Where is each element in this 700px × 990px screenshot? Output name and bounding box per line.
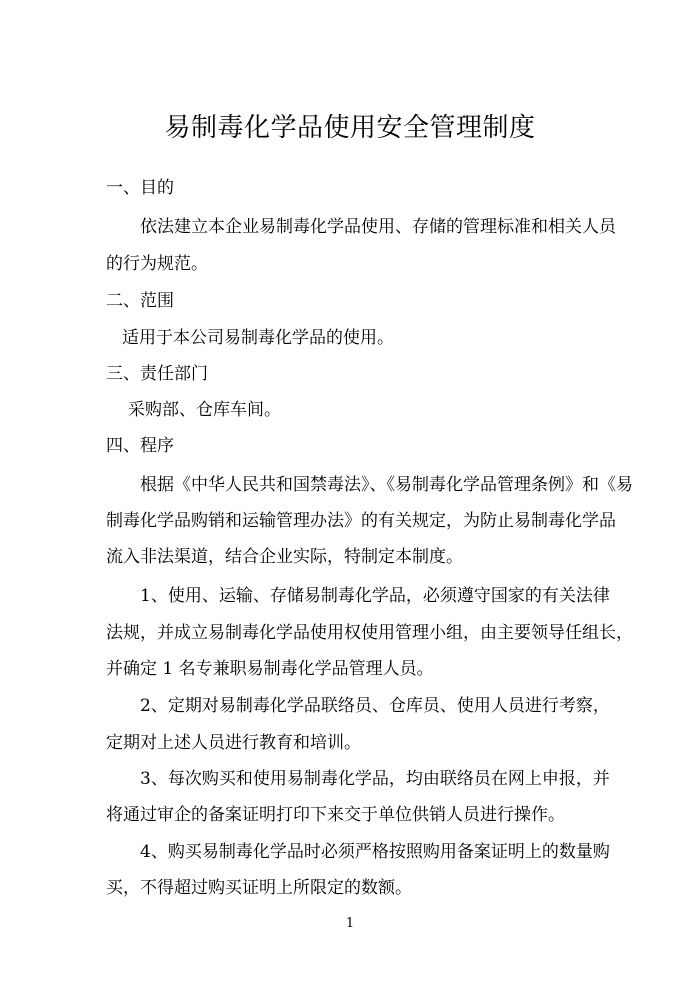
paragraph-line: 流入非法渠道，结合企业实际，特制定本制度。 [106,547,463,567]
paragraph-line: 采购部、仓库车间。 [128,400,281,420]
list-item-line: 买，不得超过购买证明上所限定的数额。 [106,878,412,898]
section-heading-purpose: 一、目的 [106,178,174,198]
list-item-line: 并确定 1 名专兼职易制毒化学品管理人员。 [106,659,434,679]
section-heading-scope: 二、范围 [106,291,174,311]
paragraph-line: 制毒化学品购销和运输管理办法》的有关规定，为防止易制毒化学品 [106,511,616,531]
list-item-line: 3、每次购买和使用易制毒化学品，均由联络员在网上申报，并 [140,769,610,789]
section-heading-procedure: 四、程序 [106,436,174,456]
list-item-line: 定期对上述人员进行教育和培训。 [106,733,361,753]
paragraph-line: 根据《中华人民共和国禁毒法》、《易制毒化学品管理条例》和《易 [140,475,633,495]
list-item-line: 2、定期对易制毒化学品联络员、仓库员、使用人员进行考察， [140,696,610,716]
list-item-line: 法规，并成立易制毒化学品使用权使用管理小组，由主要领导任组长， [106,623,633,643]
list-item-line: 1、使用、运输、存储易制毒化学品，必须遵守国家的有关法律 [140,586,610,606]
list-item-line: 4、购买易制毒化学品时必须严格按照购用备案证明上的数量购 [140,842,610,862]
page-number: 1 [345,916,355,931]
paragraph-line: 适用于本公司易制毒化学品的使用。 [122,328,394,348]
section-heading-responsible-department: 三、责任部门 [106,364,208,384]
document-title: 易制毒化学品使用安全管理制度 [164,113,536,143]
list-item-line: 将通过审企的备案证明打印下来交于单位供销人员进行操作。 [106,805,565,825]
paragraph-line: 依法建立本企业易制毒化学品使用、存储的管理标准和相关人员 [140,217,616,237]
paragraph-line: 的行为规范。 [106,254,208,274]
